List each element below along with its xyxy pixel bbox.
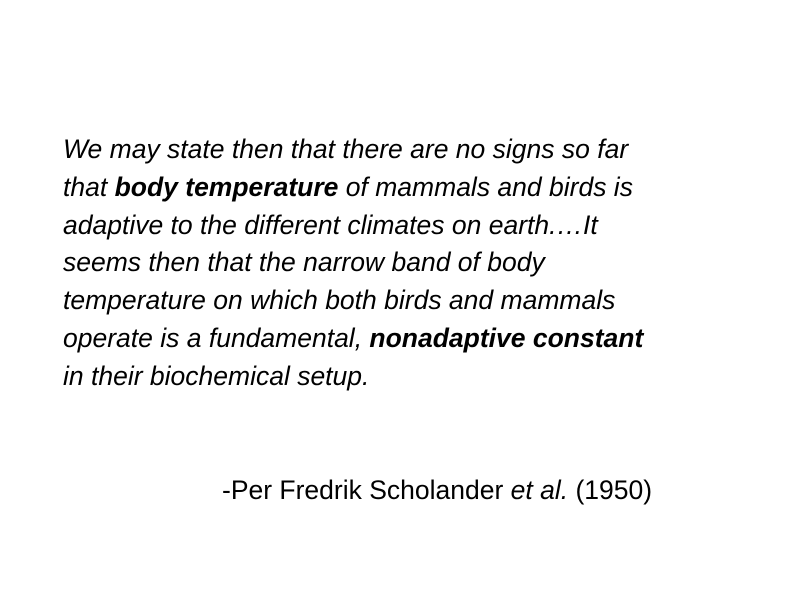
quote-emphasis-nonadaptive-constant: nonadaptive constant [369,322,644,353]
attribution-author: -Per Fredrik Scholander [222,475,511,505]
quote-emphasis-body-temperature: body temperature [114,171,339,202]
quote-line-2-prefix: that [63,171,115,202]
quote-line-3: adaptive to the different climates on earth.…It [63,209,598,240]
quote-attribution [222,472,652,510]
quote-line-4: seems then that the narrow band of body [63,247,545,278]
quote-line-1: We may state then that there are no signs so far [63,134,629,164]
attribution-et-al: et al. [510,475,569,505]
attribution-year: (1950) [568,475,653,505]
quote-line-2-suffix: of mammals and birds is [338,171,633,202]
quote-line-6-prefix: operate is a fundamental, [63,322,370,353]
quote-line-7: in their biochemical setup. [63,360,370,391]
quote-line-2 [63,169,763,207]
quote-line-5: temperature on which both birds and mammals [63,285,616,316]
quote-line-6 [63,320,763,358]
quote-text [63,131,763,396]
